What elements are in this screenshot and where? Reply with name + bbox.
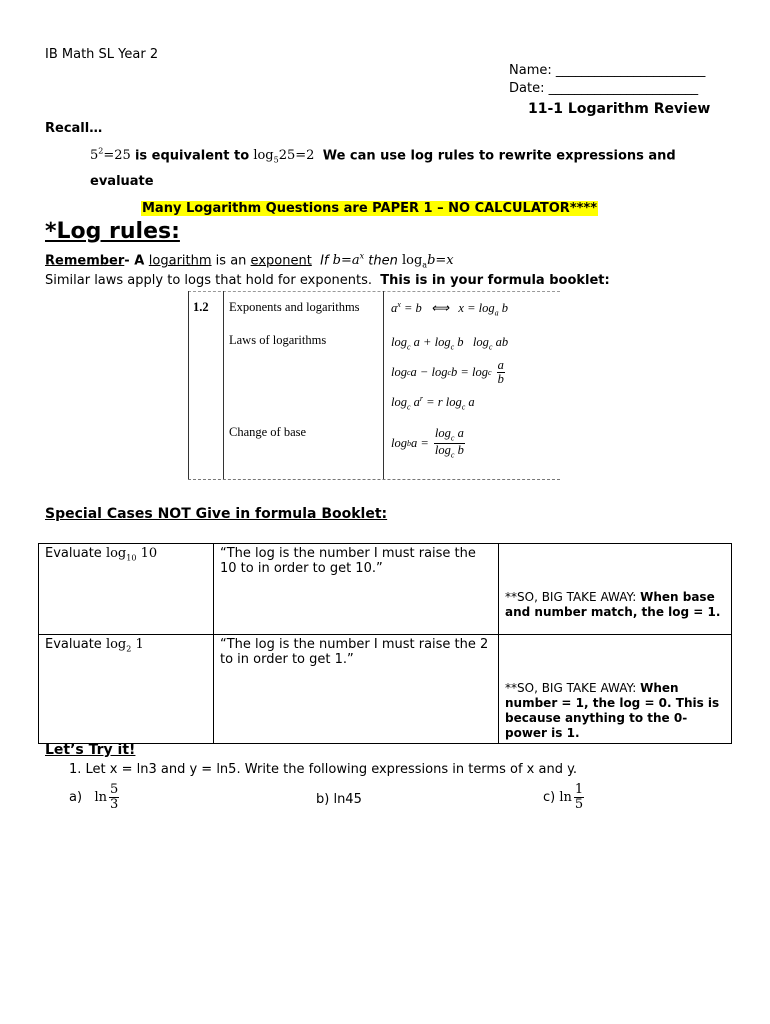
exponent-word: exponent xyxy=(250,253,312,269)
formula-power: $\log_c a^r = r$ $\log_c a$ xyxy=(391,394,475,412)
equivalent-text: is equivalent to xyxy=(134,148,250,164)
logarithmic-expression: $\log_525=2$ xyxy=(253,148,315,165)
fraction-1-5: $\frac{1}{5}$ xyxy=(574,782,584,812)
remember-mid: is an xyxy=(211,253,251,269)
if-text: If xyxy=(320,253,329,269)
takeaway-prefix: **SO, BIG TAKE AWAY: xyxy=(505,590,641,604)
recall-label: Recall… xyxy=(45,121,103,136)
takeaway-cell xyxy=(499,635,732,744)
remember-label: Remember xyxy=(45,253,125,269)
section-number: 1.2 xyxy=(193,300,209,314)
takeaway-text: When base and number match, the log = 1. xyxy=(505,590,721,619)
formula-quotient: log c a − log c b = log c $\frac{a}{b}$ xyxy=(391,358,504,387)
special-cases-table xyxy=(38,543,732,744)
quote-cell: “The log is the number I must raise the 10 to in order to get 10.” xyxy=(214,544,499,635)
evaluate-cell xyxy=(39,635,214,744)
remember-dash: - A xyxy=(124,253,149,269)
recall-text xyxy=(90,141,730,192)
takeaway-prefix: **SO, BIG TAKE AWAY: xyxy=(505,681,641,695)
course-title: IB Math SL Year 2 xyxy=(45,47,159,62)
log10-10-expression: $\log_{10} 10$ xyxy=(105,546,158,563)
question-1: 1. Let x = ln3 and y = ln5. Write the following expressions in terms of x and y. xyxy=(69,762,578,777)
table-row xyxy=(39,635,732,744)
similar-text: Similar laws apply to logs that hold for exponents. xyxy=(45,273,372,288)
formula-booklet-note: This is in your formula booklet: xyxy=(380,273,610,288)
exponential-expression: $5^2=25$ xyxy=(90,147,131,164)
worksheet-title: 11-1 Logarithm Review xyxy=(528,101,711,117)
evaluate-cell xyxy=(39,544,214,635)
evaluate-label: Evaluate xyxy=(45,546,102,561)
takeaway-cell xyxy=(499,544,732,635)
special-cases-heading: Special Cases NOT Give in formula Booklet: xyxy=(45,506,388,522)
name-line: Name: _______________________ xyxy=(509,63,706,78)
fraction-5-3: $\frac{5}{3}$ xyxy=(109,782,119,812)
exponents-logs-label: Exponents and logarithms xyxy=(229,300,360,314)
part-a-label: a) xyxy=(69,789,83,805)
paper1-banner: Many Logarithm Questions are PAPER 1 – NO CALCULATOR**** xyxy=(142,201,598,216)
part-a: a) ln $\frac{5}{3}$ xyxy=(69,782,119,812)
formula-change-of-base: log b a = $\frac{\log_c a}{\log_c b}$ xyxy=(391,426,464,460)
log2-1-expression: $\log_2 1$ xyxy=(105,637,144,654)
date-line: Date: _______________________ xyxy=(509,81,699,96)
takeaway-text: When number = 1, the log = 0. This is because anything to the 0-power is 1. xyxy=(505,681,720,740)
table-row xyxy=(39,544,732,635)
exp-form: $b=a^x$ xyxy=(332,252,365,269)
change-of-base-label: Change of base xyxy=(229,425,307,439)
then-text: then xyxy=(368,253,398,269)
log-form: $\log_ab=x$ xyxy=(401,253,454,270)
quote-cell: “The log is the number I must raise the 2 to in order to get 1.” xyxy=(214,635,499,744)
formula-exp-log: $a^x = b$ ⟺ $x = \log_a b$ xyxy=(391,300,508,318)
formula-booklet-excerpt xyxy=(188,291,560,480)
laws-of-logs-label: Laws of logarithms xyxy=(229,333,327,347)
log-rules-heading: *Log rules: xyxy=(45,219,180,244)
lets-try-heading: Let’s Try it! xyxy=(45,742,136,758)
part-b: b) ln45 xyxy=(316,792,362,807)
recall-rest: We can use log rules to rewrite expressions and evaluate xyxy=(90,148,676,189)
remember-line xyxy=(45,252,454,270)
similar-line xyxy=(45,273,610,288)
logarithm-word: logarithm xyxy=(148,253,212,269)
part-c-label: c) xyxy=(543,789,556,805)
evaluate-label: Evaluate xyxy=(45,637,102,652)
formula-product: $\log_c a + \log_c b$ $\log_c$ ab xyxy=(391,335,509,352)
part-c: c) ln $\frac{1}{5}$ xyxy=(543,782,584,812)
